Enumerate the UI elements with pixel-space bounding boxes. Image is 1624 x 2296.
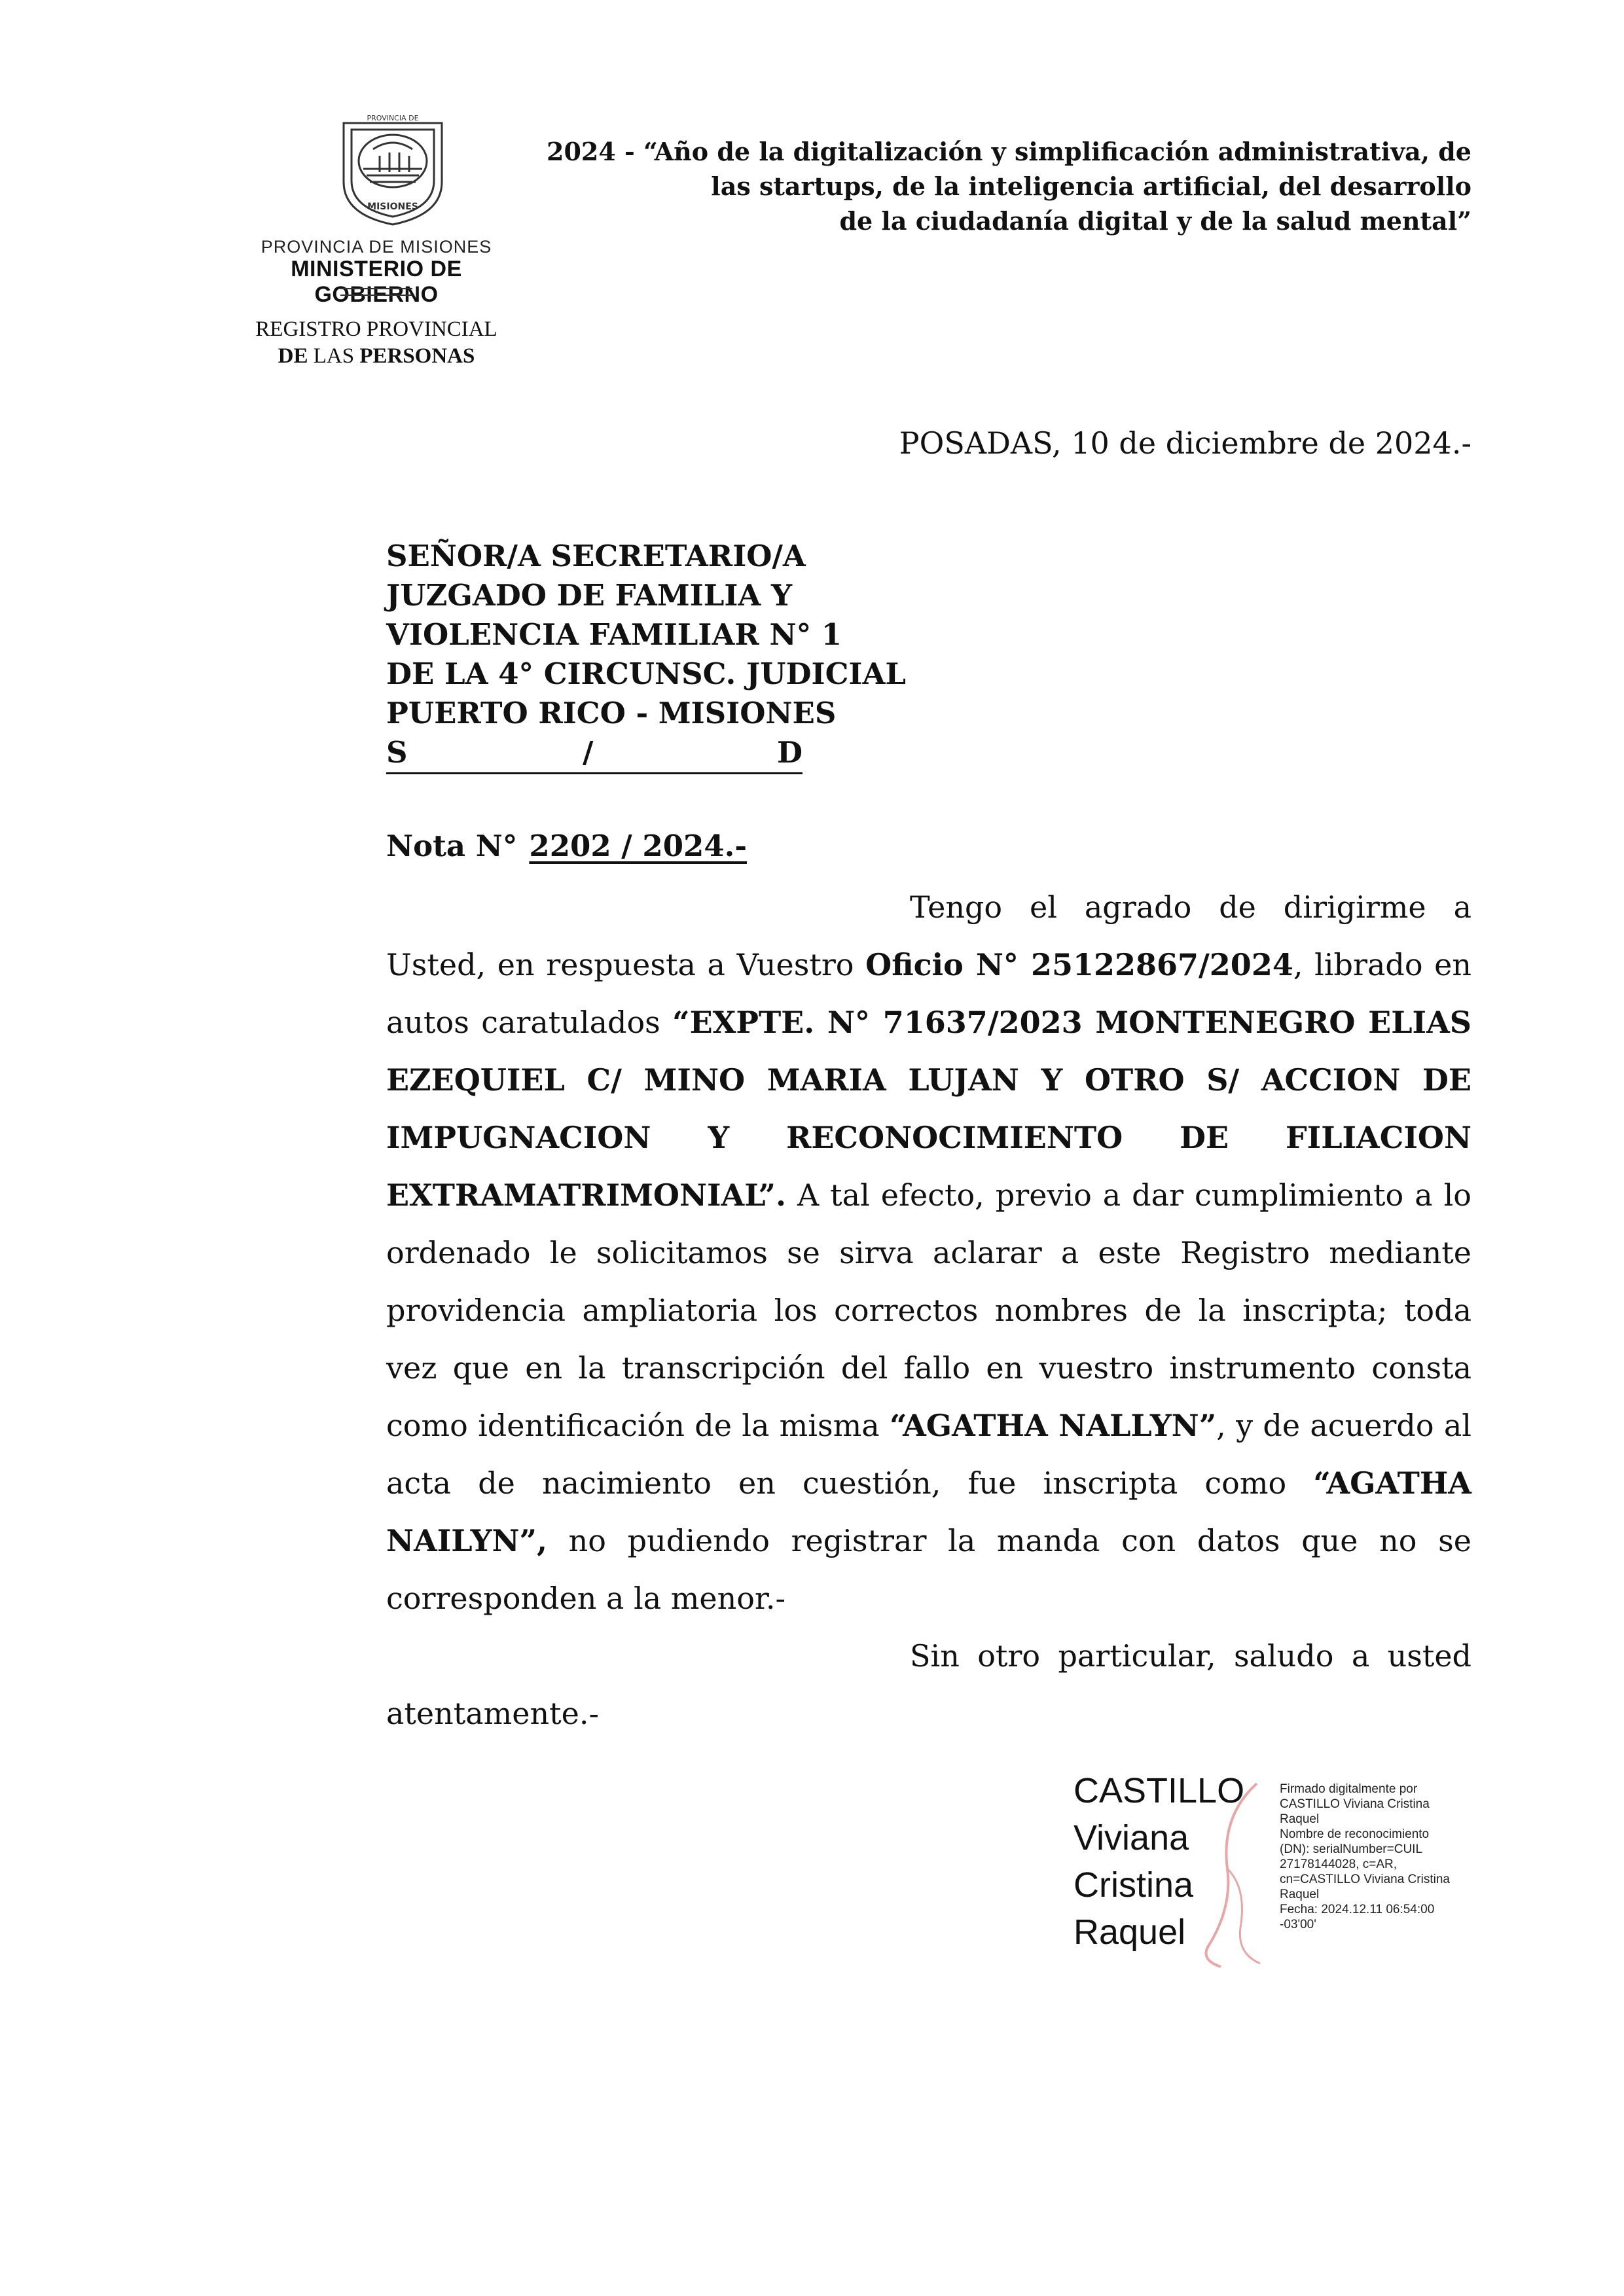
date-line: POSADAS, 10 de diciembre de 2024.- [899, 425, 1471, 461]
province-name: PROVINCIA DE MISIONES [261, 237, 492, 257]
oficio-number: Oficio N° 25122867/2024 [865, 947, 1293, 982]
registry-line-2 [226, 344, 527, 368]
body-text: , y de acuerdo al acta de nacimiento en cuestión, fue inscripta como [386, 1408, 1471, 1501]
body-text: A tal efecto, previo a dar cumplimiento a lo ordenado le solicitamos se sirva aclarar a este Registro mediante providencia ampliatoria los correctos nombres de la inscripta; toda vez que en la transcripción del fallo en vuestro instrumento consta como identificación de la misma [386, 1177, 1471, 1443]
addressee-block [386, 537, 906, 733]
paragraph-1 [386, 878, 1471, 1627]
addressee-line: VIOLENCIA FAMILIAR N° 1 [386, 617, 842, 652]
addressee-line: DE LA 4° CIRCUNSC. JUDICIAL [386, 656, 907, 691]
crest-top-text: PROVINCIA DE [367, 114, 419, 122]
note-value: 2202 / 2024.- [529, 829, 747, 863]
signer-name-line: Raquel [1074, 1912, 1186, 1952]
body-text: no pudiendo registrar la manda con datos que no se corresponden a la menor.- [386, 1523, 1471, 1616]
body-text: , librado en autos caratulados [386, 947, 1471, 1040]
signature-detail-line: 27178144028, c=AR, [1280, 1857, 1398, 1871]
signature-detail-line: (DN): serialNumber=CUIL [1280, 1842, 1423, 1856]
year-motto [450, 134, 1471, 238]
closing-paragraph: Sin otro particular, saludo a usted atentamente.- [386, 1638, 1471, 1731]
ministry-divider [340, 288, 412, 289]
signer-name-line: CASTILLO [1074, 1771, 1245, 1810]
registered-name: “AGATHA NAILYN”, [386, 1465, 1471, 1558]
signature-detail-line: Raquel [1280, 1888, 1320, 1901]
letter-body [386, 878, 1471, 1742]
signature-detail-line: Fecha: 2024.12.11 06:54:00 [1280, 1903, 1435, 1916]
signature-details [1280, 1782, 1496, 1932]
signature-detail-line: -03'00' [1280, 1918, 1316, 1931]
signature-detail-line: CASTILLO Viviana Cristina [1280, 1797, 1430, 1811]
registry-line-1: REGISTRO PROVINCIAL [255, 317, 497, 341]
addressee-line: PUERTO RICO - MISIONES [386, 696, 837, 730]
province-crest-logo [317, 110, 468, 228]
signature-detail-line: cn=CASTILLO Viviana Cristina [1280, 1873, 1450, 1886]
sd-s: S [386, 735, 408, 770]
registry-personas: PERSONAS [359, 344, 475, 368]
registry-de: DE [278, 344, 308, 368]
crest-bottom-text: MISIONES [367, 202, 418, 212]
ministry-divider [340, 295, 412, 296]
motto-line: 2024 - “Año de la digitalización y simplificación administrativa, de [547, 137, 1471, 166]
signature-detail-line: Nombre de reconocimiento [1280, 1827, 1430, 1841]
sd-d: D [776, 735, 803, 770]
signature-detail-line: Firmado digitalmente por [1280, 1782, 1418, 1796]
sd-slash: / [583, 735, 594, 770]
note-number [386, 829, 747, 863]
sd-line [386, 733, 803, 774]
digital-signature-mark-icon [1182, 1777, 1267, 1973]
addressee-line: JUZGADO DE FAMILIA Y [386, 578, 793, 613]
signer-name-line: Cristina [1074, 1865, 1194, 1905]
ministry-name: MINISTERIO DE GOBIERNO [291, 257, 462, 307]
note-label: Nota N° [386, 829, 518, 863]
addressee-line: SEÑOR/A SECRETARIO/A [386, 539, 806, 573]
registry-las: LAS [313, 344, 355, 368]
signature-detail-line: Raquel [1280, 1812, 1320, 1826]
motto-line: las startups, de la inteligencia artificial, del desarrollo [711, 171, 1471, 201]
motto-line: de la ciudadanía digital y de la salud mental” [839, 206, 1471, 236]
case-title: “EXPTE. N° 71637/2023 MONTENEGRO ELIAS EZEQUIEL C/ MINO MARIA LUJAN Y OTRO S/ ACCION DE IMPUGNACION Y RECONOCIMIENTO DE FILIACION EXTRAMATRIMONIAL”. [386, 1005, 1471, 1213]
signer-name-line: Viviana [1074, 1818, 1189, 1857]
body-text: Tengo el agrado de dirigirme a Usted, en respuesta a Vuestro [386, 889, 1471, 982]
name-in-ruling: “AGATHA NALLYN” [889, 1408, 1217, 1443]
